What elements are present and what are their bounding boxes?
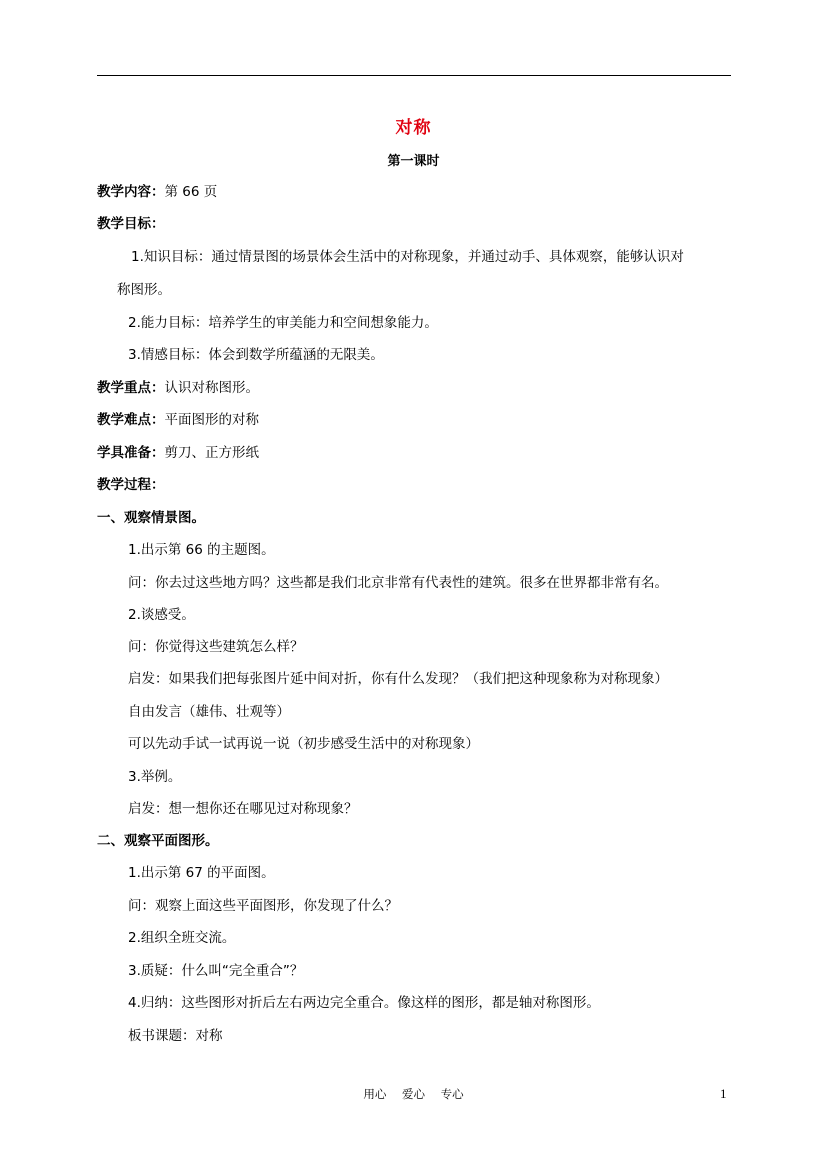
- section2-heading: 二、观察平面图形。: [97, 833, 219, 849]
- s1-item-3: 2.谈感受。: [128, 607, 195, 623]
- footer-word-3: 专心: [440, 1087, 464, 1101]
- content-label: 教学内容：: [97, 184, 165, 200]
- s1-item-4: 问：你觉得这些建筑怎么样？: [128, 639, 304, 655]
- key-value: 认识对称图形。: [164, 380, 259, 396]
- content-value: 第 66 页: [164, 184, 218, 200]
- goal1-line-b: 称图形。: [117, 282, 171, 298]
- s1-item-6: 自由发言（雄伟、壮观等）: [128, 704, 290, 720]
- page-number: 1: [720, 1086, 727, 1101]
- goal1-line-a: 1.知识目标：通过情景图的场景体会生活中的对称现象，并通过动手、具体观察，能够认识对: [131, 249, 684, 265]
- s2-item-4: 3.质疑：什么叫“完全重合”？: [128, 963, 304, 979]
- s1-item-9: 启发：想一想你还在哪见过对称现象？: [128, 801, 358, 817]
- goals-label: 教学目标：: [97, 216, 165, 232]
- page-subtitle: 第一课时: [387, 154, 440, 169]
- s1-item-2: 问：你去过这些地方吗？这些都是我们北京非常有代表性的建筑。很多在世界都非常有名。: [128, 575, 668, 591]
- footer-word-2: 爱心: [402, 1087, 425, 1101]
- content-line: [97, 183, 217, 201]
- difficulty-line: [97, 411, 259, 429]
- s2-item-6: 板书课题：对称: [128, 1028, 223, 1044]
- tools-value: 剪刀、正方形纸: [164, 445, 259, 461]
- s1-item-5: 启发：如果我们把每张图片延中间对折，你有什么发现？（我们把这种现象称为对称现象）: [128, 671, 668, 687]
- s2-item-3: 2.组织全班交流。: [128, 930, 236, 946]
- key-line: [97, 379, 259, 397]
- page-title: 对称: [395, 118, 432, 138]
- s2-item-2: 问：观察上面这些平面图形，你发现了什么？: [128, 898, 398, 914]
- difficulty-label: 教学难点：: [97, 412, 165, 428]
- s1-item-8: 3.举例。: [128, 769, 182, 785]
- s2-item-1: 1.出示第 67 的平面图。: [128, 865, 275, 881]
- s1-item-1: 1.出示第 66 的主题图。: [128, 542, 275, 558]
- tools-line: [97, 444, 259, 462]
- tools-label: 学具准备：: [97, 445, 165, 461]
- goal2-line: 2.能力目标：培养学生的审美能力和空间想象能力。: [128, 315, 438, 331]
- s2-item-5: 4.归纳：这些图形对折后左右两边完全重合。像这样的图形，都是轴对称图形。: [128, 995, 600, 1011]
- process-label: 教学过程：: [97, 477, 165, 493]
- key-label: 教学重点：: [97, 380, 165, 396]
- footer-slogan: [0, 1086, 827, 1102]
- s1-item-7: 可以先动手试一试再说一说（初步感受生活中的对称现象）: [128, 736, 479, 752]
- section1-heading: 一、观察情景图。: [97, 510, 205, 526]
- header-rule: [97, 75, 731, 76]
- goal3-line: 3.情感目标：体会到数学所蕴涵的无限美。: [128, 347, 384, 363]
- footer-word-1: 用心: [363, 1087, 387, 1101]
- difficulty-value: 平面图形的对称: [164, 412, 259, 428]
